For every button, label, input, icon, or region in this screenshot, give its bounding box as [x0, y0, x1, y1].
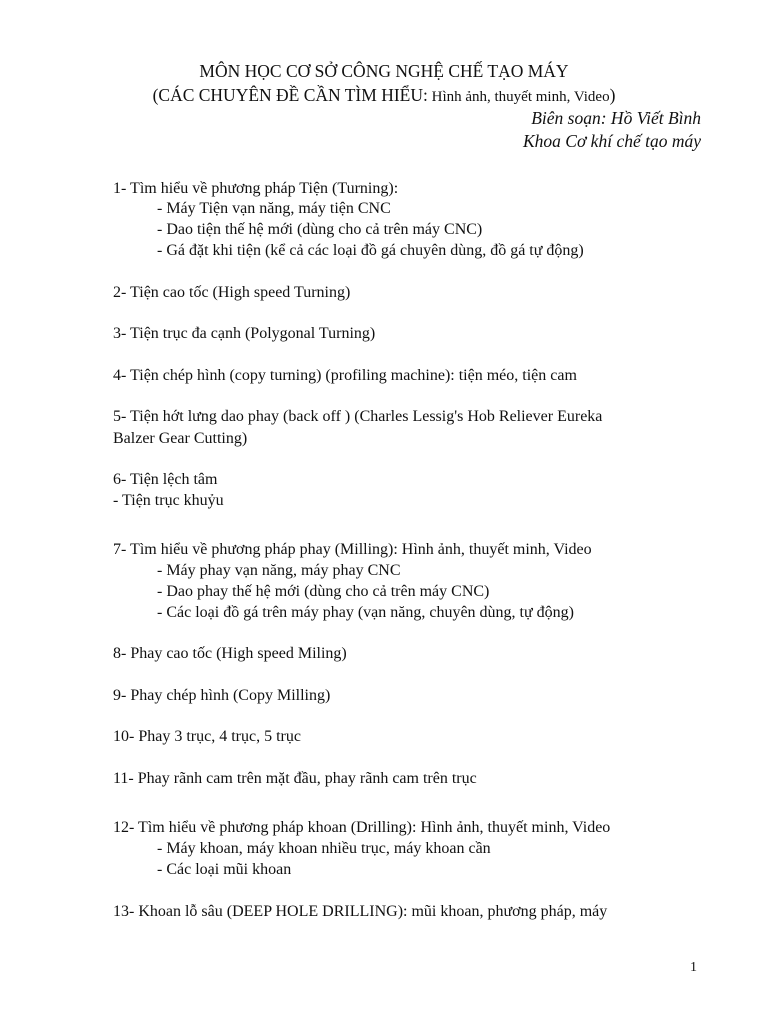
topic-6-line1: 6- Tiện lệch tâm	[113, 471, 218, 488]
topic-1-title: 1- Tìm hiểu về phương pháp Tiện (Turning):	[113, 180, 399, 197]
topic-9: 9- Phay chép hình (Copy Milling)	[113, 687, 331, 704]
author-line: Biên soạn: Hồ Viết Bình	[531, 108, 701, 128]
department-line: Khoa Cơ khí chế tạo máy	[523, 131, 701, 151]
topic-4: 4- Tiện chép hình (copy turning) (profiling machine): tiện méo, tiện cam	[113, 367, 577, 384]
topic-11: 11- Phay rãnh cam trên mặt đầu, phay rãnh cam trên trục	[113, 770, 477, 787]
topic-12-item: - Các loại mũi khoan	[157, 861, 292, 878]
topic-7-item: - Dao phay thế hệ mới (dùng cho cả trên máy CNC)	[157, 583, 490, 600]
document-title: MÔN HỌC CƠ SỞ CÔNG NGHỆ CHẾ TẠO MÁY	[199, 61, 569, 81]
topic-1-item: - Máy Tiện vạn năng, máy tiện CNC	[157, 200, 391, 217]
topic-7-item: - Các loại đồ gá trên máy phay (vạn năng, chuyên dùng, tự động)	[157, 604, 574, 621]
topic-8: 8- Phay cao tốc (High speed Miling)	[113, 645, 347, 662]
topic-7-item: - Máy phay vạn năng, máy phay CNC	[157, 562, 401, 579]
topic-10: 10- Phay 3 trục, 4 trục, 5 trục	[113, 728, 301, 745]
page-number: 1	[690, 960, 697, 975]
topic-6-line2: - Tiện trục khuỷu	[113, 492, 224, 509]
subtitle-small: Hình ảnh, thuyết minh, Video	[427, 89, 610, 105]
topic-12-title: 12- Tìm hiểu về phương pháp khoan (Drilling): Hình ảnh, thuyết minh, Video	[113, 819, 611, 836]
subtitle-close: )	[609, 85, 616, 105]
topic-13: 13- Khoan lỗ sâu (DEEP HOLE DRILLING): mũi khoan, phương pháp, máy	[113, 903, 608, 920]
topic-2: 2- Tiện cao tốc (High speed Turning)	[113, 284, 351, 301]
topic-3: 3- Tiện trục đa cạnh (Polygonal Turning)	[113, 325, 376, 342]
topic-5-line2: Balzer Gear Cutting)	[113, 430, 248, 447]
document-subtitle	[0, 84, 768, 108]
topic-1-item: - Gá đặt khi tiện (kể cả các loại đồ gá chuyên dùng, đồ gá tự động)	[157, 242, 584, 259]
topic-1-item: - Dao tiện thế hệ mới (dùng cho cả trên máy CNC)	[157, 221, 483, 238]
topic-5-line1: 5- Tiện hớt lưng dao phay (back off ) (Charles Lessig's Hob Reliever Eureka	[113, 408, 603, 425]
subtitle-main: (CÁC CHUYÊN ĐỀ CẦN TÌM HIỂU:	[152, 85, 428, 105]
topic-12-item: - Máy khoan, máy khoan nhiều trục, máy khoan cần	[157, 840, 491, 857]
topic-7-title: 7- Tìm hiểu về phương pháp phay (Milling): Hình ảnh, thuyết minh, Video	[113, 541, 592, 558]
